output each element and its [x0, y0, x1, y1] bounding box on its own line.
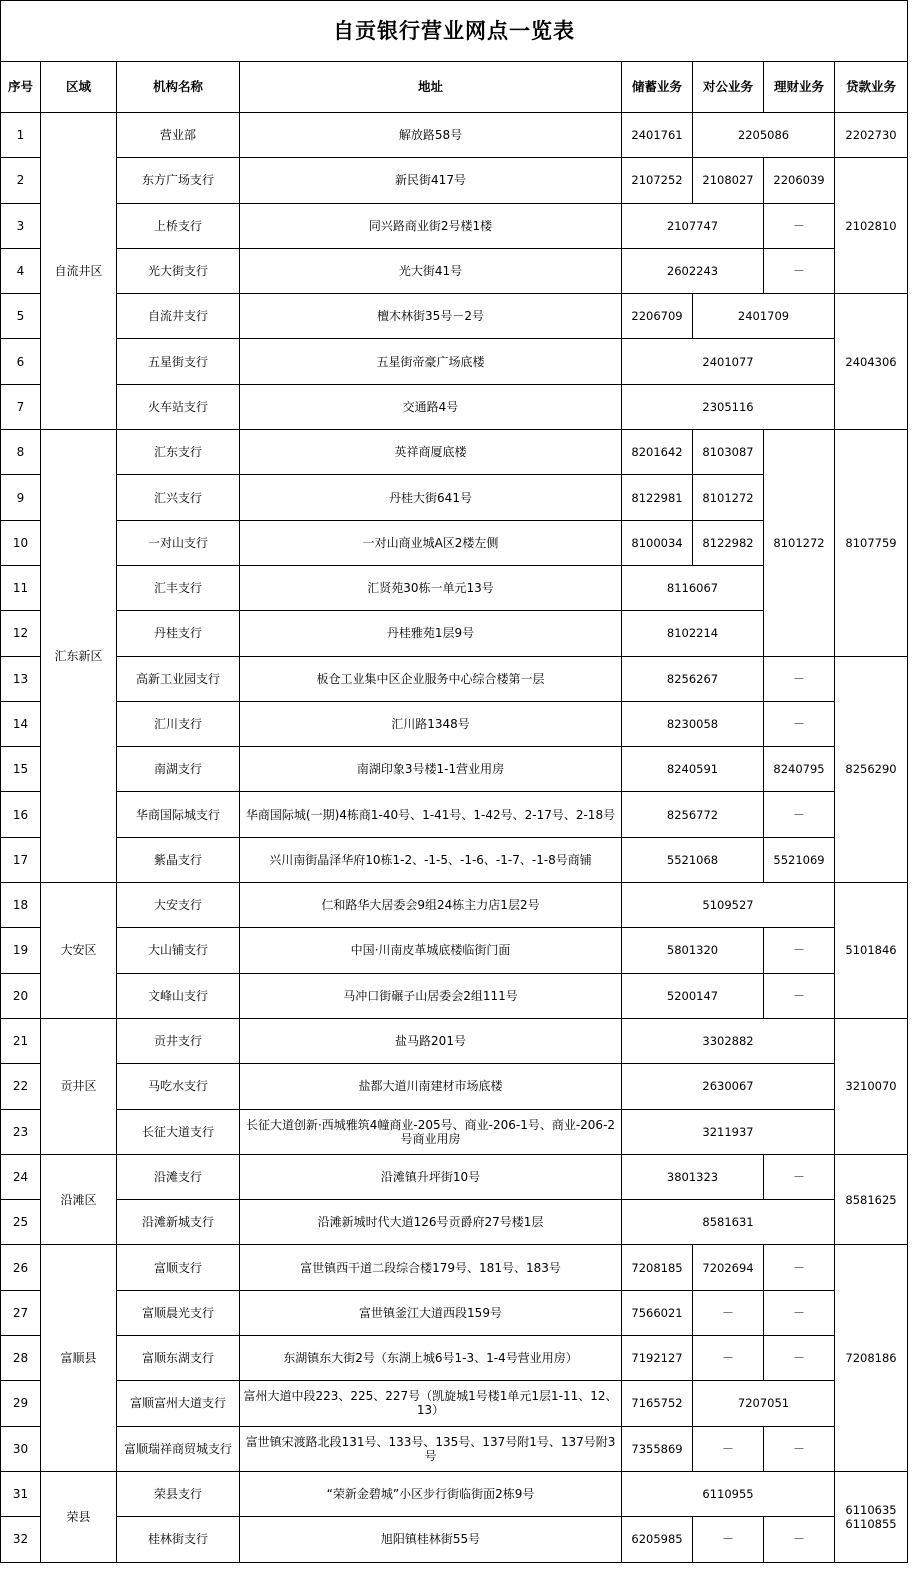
loan-cell: 2102810	[835, 158, 908, 294]
wealth-dash: －	[764, 1336, 835, 1381]
seq-cell: 9	[1, 475, 41, 520]
seq-cell: 20	[1, 973, 41, 1018]
savings-corp-cell: 8230058	[622, 701, 764, 746]
loan-cell: 8256290	[835, 656, 908, 882]
table-row	[1, 248, 908, 293]
seq-cell: 15	[1, 747, 41, 792]
seq-cell: 25	[1, 1200, 41, 1245]
branch-name: 汇丰支行	[117, 565, 240, 610]
business-cell: 2630067	[622, 1064, 835, 1109]
loan-cell: 8107759	[835, 430, 908, 656]
table-row	[1, 1200, 908, 1245]
address-cell: 檀木林街35号－2号	[240, 294, 622, 339]
branch-name: 丹桂支行	[117, 611, 240, 656]
loan-cell: 5101846	[835, 883, 908, 1019]
savings-corp-cell: 2107747	[622, 203, 764, 248]
savings-cell: 2401761	[622, 113, 693, 158]
business-cell: 5109527	[622, 883, 835, 928]
address-cell: 一对山商业城A区2楼左侧	[240, 520, 622, 565]
seq-cell: 18	[1, 883, 41, 928]
seq-cell: 1	[1, 113, 41, 158]
header-corporate: 对公业务	[693, 62, 764, 113]
corporate-cell: 2108027	[693, 158, 764, 203]
loan-cell: 3210070	[835, 1018, 908, 1154]
seq-cell: 10	[1, 520, 41, 565]
address-cell: 马冲口街碾子山居委会2组111号	[240, 973, 622, 1018]
address-cell: 丹桂大街641号	[240, 475, 622, 520]
branch-name: 五星街支行	[117, 339, 240, 384]
branch-name: 高新工业园支行	[117, 656, 240, 701]
branch-name: 沿滩支行	[117, 1154, 240, 1199]
address-cell: 旭阳镇桂林街55号	[240, 1517, 622, 1562]
address-cell: 交通路4号	[240, 384, 622, 429]
business-cell: 2305116	[622, 384, 835, 429]
address-cell: 汇川路1348号	[240, 701, 622, 746]
branch-name: 火车站支行	[117, 384, 240, 429]
wealth-dash: －	[764, 248, 835, 293]
table-row	[1, 203, 908, 248]
seq-cell: 8	[1, 430, 41, 475]
savings-corp-cell: 8256772	[622, 792, 764, 837]
address-cell: 五星街帝豪广场底楼	[240, 339, 622, 384]
seq-cell: 30	[1, 1426, 41, 1471]
branch-name: 紫晶支行	[117, 837, 240, 882]
address-cell: 汇贤苑30栋一单元13号	[240, 565, 622, 610]
corp-wealth-cell: 2401709	[693, 294, 835, 339]
header-region: 区域	[41, 62, 117, 113]
seq-cell: 13	[1, 656, 41, 701]
branch-name: 汇川支行	[117, 701, 240, 746]
header-name: 机构名称	[117, 62, 240, 113]
loan-number-2: 6110855	[845, 1516, 897, 1531]
header-wealth: 理财业务	[764, 62, 835, 113]
address-cell: 长征大道创新·西城雅筑4幢商业-205号、商业-206-1号、商业-206-2号商业用房	[240, 1109, 622, 1154]
address-cell: 沿滩镇升坪街10号	[240, 1154, 622, 1199]
corporate-cell: 8103087	[693, 430, 764, 475]
branch-name: 汇兴支行	[117, 475, 240, 520]
savings-cell: 2206709	[622, 294, 693, 339]
seq-cell: 17	[1, 837, 41, 882]
wealth-dash: －	[764, 1517, 835, 1562]
corporate-cell: 8101272	[693, 475, 764, 520]
branch-name: 富顺东湖支行	[117, 1336, 240, 1381]
table-row	[1, 656, 908, 701]
branch-name: 沿滩新城支行	[117, 1200, 240, 1245]
seq-cell: 4	[1, 248, 41, 293]
address-cell: 盐都大道川南建材市场底楼	[240, 1064, 622, 1109]
branch-name: 一对山支行	[117, 520, 240, 565]
wealth-dash: －	[764, 203, 835, 248]
address-cell: 光大街41号	[240, 248, 622, 293]
table-row	[1, 837, 908, 882]
seq-cell: 2	[1, 158, 41, 203]
address-cell: 沿滩新城时代大道126号贡爵府27号楼1层	[240, 1200, 622, 1245]
header-address: 地址	[240, 62, 622, 113]
table-row	[1, 1245, 908, 1290]
corporate-dash: －	[693, 1336, 764, 1381]
table-row	[1, 1426, 908, 1471]
business-cell: 3211937	[622, 1109, 835, 1154]
savings-corp-cell: 8102214	[622, 611, 764, 656]
corp-wealth-cell: 7207051	[693, 1381, 835, 1426]
savings-corp-cell: 8256267	[622, 656, 764, 701]
branch-name: 富顺瑞祥商贸城支行	[117, 1426, 240, 1471]
seq-cell: 32	[1, 1517, 41, 1562]
wealth-dash: －	[764, 1154, 835, 1199]
wealth-cell: 8101272	[764, 430, 835, 656]
savings-corp-cell: 8240591	[622, 747, 764, 792]
branch-name: 桂林街支行	[117, 1517, 240, 1562]
savings-cell: 7566021	[622, 1290, 693, 1335]
savings-cell: 2107252	[622, 158, 693, 203]
table-row	[1, 1471, 908, 1516]
table-row	[1, 113, 908, 158]
address-cell: 兴川南街晶泽华府10栋1-2、-1-5、-1-6、-1-7、-1-8号商铺	[240, 837, 622, 882]
header-seq: 序号	[1, 62, 41, 113]
savings-cell: 8122981	[622, 475, 693, 520]
region-cell: 自流井区	[41, 113, 117, 430]
seq-cell: 26	[1, 1245, 41, 1290]
branch-name: 华商国际城支行	[117, 792, 240, 837]
savings-cell: 7192127	[622, 1336, 693, 1381]
wealth-cell: 5521069	[764, 837, 835, 882]
page-title: 自贡银行营业网点一览表	[1, 1, 908, 62]
loan-cell: 2404306	[835, 294, 908, 430]
wealth-dash: －	[764, 973, 835, 1018]
branch-name: 东方广场支行	[117, 158, 240, 203]
branch-name: 大安支行	[117, 883, 240, 928]
branch-name: 上桥支行	[117, 203, 240, 248]
table-row	[1, 384, 908, 429]
branch-name: 汇东支行	[117, 430, 240, 475]
seq-cell: 29	[1, 1381, 41, 1426]
seq-cell: 27	[1, 1290, 41, 1335]
header-row	[1, 62, 908, 113]
address-cell: 东湖镇东大街2号（东湖上城6号1-3、1-4号营业用房）	[240, 1336, 622, 1381]
seq-cell: 12	[1, 611, 41, 656]
wealth-dash: －	[764, 1245, 835, 1290]
wealth-cell: 8240795	[764, 747, 835, 792]
address-cell: 富世镇釜江大道西段159号	[240, 1290, 622, 1335]
table-row	[1, 1517, 908, 1562]
address-cell: 仁和路华大居委会9组24栋主力店1层2号	[240, 883, 622, 928]
savings-cell: 7208185	[622, 1245, 693, 1290]
corporate-dash: －	[693, 1517, 764, 1562]
table-row	[1, 158, 908, 203]
address-cell: “荣新金碧城”小区步行街临街面2栋9号	[240, 1471, 622, 1516]
seq-cell: 19	[1, 928, 41, 973]
seq-cell: 24	[1, 1154, 41, 1199]
seq-cell: 23	[1, 1109, 41, 1154]
header-savings: 储蓄业务	[622, 62, 693, 113]
table-row	[1, 1109, 908, 1154]
table-row	[1, 339, 908, 384]
wealth-dash: －	[764, 701, 835, 746]
wealth-dash: －	[764, 656, 835, 701]
table-row	[1, 701, 908, 746]
wealth-dash: －	[764, 928, 835, 973]
loan-cell	[835, 1471, 908, 1562]
region-cell: 贡井区	[41, 1018, 117, 1154]
address-cell: 板仓工业集中区企业服务中心综合楼第一层	[240, 656, 622, 701]
corporate-dash: －	[693, 1290, 764, 1335]
address-cell: 盐马路201号	[240, 1018, 622, 1063]
seq-cell: 6	[1, 339, 41, 384]
region-cell: 荣县	[41, 1471, 117, 1562]
seq-cell: 11	[1, 565, 41, 610]
region-cell: 沿滩区	[41, 1154, 117, 1245]
seq-cell: 21	[1, 1018, 41, 1063]
business-cell: 6110955	[622, 1471, 835, 1516]
branch-name: 光大街支行	[117, 248, 240, 293]
savings-corp-cell: 5521068	[622, 837, 764, 882]
savings-cell: 8100034	[622, 520, 693, 565]
region-cell: 大安区	[41, 883, 117, 1019]
header-loan: 贷款业务	[835, 62, 908, 113]
table-row	[1, 973, 908, 1018]
table-row	[1, 883, 908, 928]
savings-corp-cell: 5801320	[622, 928, 764, 973]
loan-cell: 2202730	[835, 113, 908, 158]
branch-name: 大山铺支行	[117, 928, 240, 973]
savings-cell: 7165752	[622, 1381, 693, 1426]
table-row	[1, 294, 908, 339]
seq-cell: 22	[1, 1064, 41, 1109]
region-cell: 富顺县	[41, 1245, 117, 1471]
savings-cell: 7355869	[622, 1426, 693, 1471]
table-row	[1, 1381, 908, 1426]
business-cell: 3302882	[622, 1018, 835, 1063]
seq-cell: 3	[1, 203, 41, 248]
region-cell: 汇东新区	[41, 430, 117, 883]
corp-wealth-cell: 2205086	[693, 113, 835, 158]
address-cell: 丹桂雅苑1层9号	[240, 611, 622, 656]
branch-name: 长征大道支行	[117, 1109, 240, 1154]
address-cell: 英祥商厦底楼	[240, 430, 622, 475]
branch-name: 富顺支行	[117, 1245, 240, 1290]
seq-cell: 16	[1, 792, 41, 837]
loan-number-1: 6110635	[845, 1502, 897, 1517]
address-cell: 华商国际城(一期)4栋商1-40号、1-41号、1-42号、2-17号、2-18号	[240, 792, 622, 837]
table-row	[1, 1290, 908, 1335]
savings-corp-cell: 2602243	[622, 248, 764, 293]
table-row	[1, 1336, 908, 1381]
seq-cell: 31	[1, 1471, 41, 1516]
wealth-dash: －	[764, 1290, 835, 1335]
branch-name: 富顺富州大道支行	[117, 1381, 240, 1426]
branch-name: 马吃水支行	[117, 1064, 240, 1109]
table-row	[1, 430, 908, 475]
loan-cell: 8581625	[835, 1154, 908, 1245]
savings-corp-cell: 8116067	[622, 565, 764, 610]
savings-corp-cell: 3801323	[622, 1154, 764, 1199]
address-cell: 富世镇西干道二段综合楼179号、181号、183号	[240, 1245, 622, 1290]
address-cell: 新民街417号	[240, 158, 622, 203]
savings-cell: 8201642	[622, 430, 693, 475]
address-cell: 解放路58号	[240, 113, 622, 158]
branch-name: 文峰山支行	[117, 973, 240, 1018]
loan-cell: 7208186	[835, 1245, 908, 1471]
seq-cell: 7	[1, 384, 41, 429]
corporate-cell: 8122982	[693, 520, 764, 565]
wealth-dash: －	[764, 1426, 835, 1471]
branch-name: 南湖支行	[117, 747, 240, 792]
business-cell: 2401077	[622, 339, 835, 384]
table-row	[1, 747, 908, 792]
branch-name: 贡井支行	[117, 1018, 240, 1063]
corporate-dash: －	[693, 1426, 764, 1471]
address-cell: 中国·川南皮革城底楼临街门面	[240, 928, 622, 973]
seq-cell: 14	[1, 701, 41, 746]
branch-name: 富顺晨光支行	[117, 1290, 240, 1335]
branch-name: 荣县支行	[117, 1471, 240, 1516]
corporate-cell: 7202694	[693, 1245, 764, 1290]
address-cell: 富世镇宋渡路北段131号、133号、135号、137号附1号、137号附3号	[240, 1426, 622, 1471]
table-row	[1, 928, 908, 973]
wealth-cell: 2206039	[764, 158, 835, 203]
table-row	[1, 1018, 908, 1063]
table-row	[1, 1154, 908, 1199]
savings-corp-cell: 5200147	[622, 973, 764, 1018]
table-row	[1, 792, 908, 837]
seq-cell: 28	[1, 1336, 41, 1381]
business-cell: 8581631	[622, 1200, 835, 1245]
address-cell: 富州大道中段223、225、227号（凯旋城1号楼1单元1层1-11、12、13）	[240, 1381, 622, 1426]
table-row	[1, 1064, 908, 1109]
address-cell: 同兴路商业街2号楼1楼	[240, 203, 622, 248]
wealth-dash: －	[764, 792, 835, 837]
branch-name: 自流井支行	[117, 294, 240, 339]
address-cell: 南湖印象3号楼1-1营业用房	[240, 747, 622, 792]
branch-name: 营业部	[117, 113, 240, 158]
savings-cell: 6205985	[622, 1517, 693, 1562]
seq-cell: 5	[1, 294, 41, 339]
